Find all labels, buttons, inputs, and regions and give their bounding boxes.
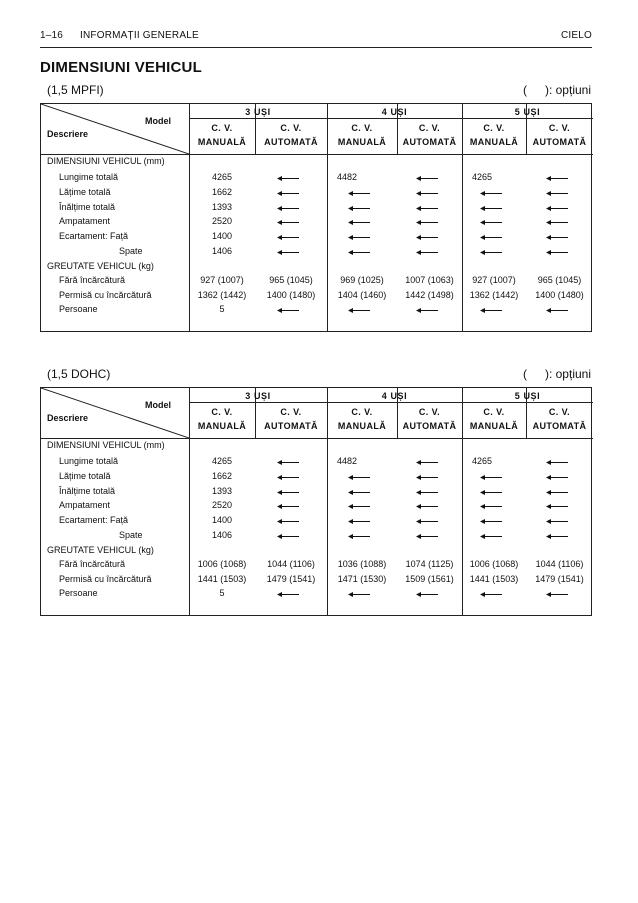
same-as-left-arrow-icon xyxy=(416,306,438,315)
same-as-left-arrow-icon xyxy=(348,590,370,599)
same-as-left-arrow-icon xyxy=(416,517,438,526)
description-label: Descriere xyxy=(47,129,89,139)
door-group-header: 4 UȘI xyxy=(381,391,408,401)
subheader-top: C. V. xyxy=(351,407,373,417)
model-name: CIELO xyxy=(560,30,592,41)
row-label-dim-heading: DIMENSIUNI VEHICUL (mm) xyxy=(47,156,165,166)
same-as-left-arrow-icon xyxy=(277,306,299,315)
value-cell: 927 (1007) xyxy=(200,275,244,285)
same-as-left-arrow-icon xyxy=(546,517,568,526)
value-cell: 1406 xyxy=(211,530,233,540)
subheader-automatic xyxy=(526,405,593,433)
row-label-length: Lungime totală xyxy=(59,456,119,466)
value-cell: 1479 (1541) xyxy=(535,574,584,584)
subheader-type: AUTOMATĂ xyxy=(402,421,457,431)
page-number: 1–16 xyxy=(40,30,64,41)
subheader-manual xyxy=(189,121,255,149)
same-as-left-arrow-icon xyxy=(416,532,438,541)
subheader-top: C. V. xyxy=(548,123,571,133)
same-as-left-arrow-icon xyxy=(546,502,568,511)
subheader-type: MANUALĂ xyxy=(337,421,387,431)
same-as-left-arrow-icon xyxy=(416,488,438,497)
row-label-wheelbase: Ampatament xyxy=(59,500,111,510)
options-paren: ( xyxy=(522,367,527,381)
value-cell: 1441 (1503) xyxy=(469,574,519,584)
row-label-track: Ecartament: Față xyxy=(59,515,129,525)
same-as-left-arrow-icon xyxy=(546,532,568,541)
same-as-left-arrow-icon xyxy=(546,590,568,599)
row-label-unladen: Fără încărcătură xyxy=(59,559,126,569)
value-cell: 4482 xyxy=(337,456,358,466)
same-as-left-arrow-icon xyxy=(277,532,299,541)
same-as-left-arrow-icon xyxy=(546,488,568,497)
header-rule xyxy=(41,154,593,155)
same-as-left-arrow-icon xyxy=(480,218,502,227)
same-as-left-arrow-icon xyxy=(546,204,568,213)
value-cell: 1662 xyxy=(211,471,233,481)
value-cell: 1400 xyxy=(211,231,233,241)
value-cell: 927 (1007) xyxy=(472,275,516,285)
same-as-left-arrow-icon xyxy=(277,458,299,467)
options-paren: ( xyxy=(522,83,527,97)
door-group-header: 3 UȘI xyxy=(245,107,271,117)
value-cell: 1393 xyxy=(211,202,233,212)
subheader-automatic xyxy=(397,405,462,433)
same-as-left-arrow-icon xyxy=(546,233,568,242)
same-as-left-arrow-icon xyxy=(546,473,568,482)
row-label-track: Ecartament: Față xyxy=(59,231,129,241)
same-as-left-arrow-icon xyxy=(546,189,568,198)
subheader-type: AUTOMATĂ xyxy=(264,137,318,147)
value-cell: 1006 (1068) xyxy=(469,559,519,569)
dimension-table-dohc xyxy=(40,387,592,616)
row-label-dim-heading: DIMENSIUNI VEHICUL (mm) xyxy=(47,440,165,450)
row-label-laden: Permisă cu încărcătură xyxy=(59,290,152,300)
value-cell: 1074 (1125) xyxy=(405,559,454,569)
same-as-left-arrow-icon xyxy=(480,189,502,198)
row-label-weight-heading: GREUTATE VEHICUL (kg) xyxy=(47,545,154,555)
subheader-automatic xyxy=(526,121,593,149)
subheader-top: C. V. xyxy=(280,123,302,133)
same-as-left-arrow-icon xyxy=(277,473,299,482)
subheader-top: C. V. xyxy=(483,407,505,417)
same-as-left-arrow-icon xyxy=(348,532,370,541)
subheader-manual xyxy=(327,405,397,433)
subheader-manual xyxy=(327,121,397,149)
same-as-left-arrow-icon xyxy=(480,532,502,541)
subheader-type: AUTOMATĂ xyxy=(402,137,457,147)
same-as-left-arrow-icon xyxy=(348,189,370,198)
value-cell: 1007 (1063) xyxy=(405,275,454,285)
value-cell: 1044 (1106) xyxy=(535,559,584,569)
subheader-top: C. V. xyxy=(548,407,571,417)
door-group-header: 4 UȘI xyxy=(381,107,408,117)
value-cell: 1006 (1068) xyxy=(197,559,247,569)
row-label-width: Lățime totală xyxy=(59,471,111,481)
same-as-left-arrow-icon xyxy=(546,174,568,183)
row-label-persons: Persoane xyxy=(59,304,98,314)
same-as-left-arrow-icon xyxy=(348,473,370,482)
value-cell: 1393 xyxy=(211,486,233,496)
subheader-automatic xyxy=(255,121,327,149)
subheader-top: C. V. xyxy=(280,407,302,417)
value-cell: 4265 xyxy=(472,456,493,466)
subheader-automatic xyxy=(255,405,327,433)
same-as-left-arrow-icon xyxy=(277,189,299,198)
value-cell: 1479 (1541) xyxy=(266,574,316,584)
same-as-left-arrow-icon xyxy=(480,473,502,482)
row-label-persons: Persoane xyxy=(59,588,98,598)
same-as-left-arrow-icon xyxy=(416,218,438,227)
options-text: ): opțiuni xyxy=(544,367,591,381)
same-as-left-arrow-icon xyxy=(546,218,568,227)
same-as-left-arrow-icon xyxy=(416,458,438,467)
value-cell: 969 (1025) xyxy=(340,275,384,285)
value-cell: 1400 (1480) xyxy=(266,290,316,300)
value-cell: 1404 (1460) xyxy=(337,290,387,300)
subheader-top: C. V. xyxy=(418,407,441,417)
header-rule xyxy=(40,47,592,48)
same-as-left-arrow-icon xyxy=(416,204,438,213)
same-as-left-arrow-icon xyxy=(416,174,438,183)
same-as-left-arrow-icon xyxy=(416,473,438,482)
same-as-left-arrow-icon xyxy=(277,174,299,183)
subheader-type: MANUALĂ xyxy=(469,421,519,431)
value-cell: 5 xyxy=(219,304,225,314)
same-as-left-arrow-icon xyxy=(348,204,370,213)
value-cell: 1400 xyxy=(211,515,233,525)
same-as-left-arrow-icon xyxy=(348,488,370,497)
value-cell: 965 (1045) xyxy=(537,275,582,285)
value-cell: 1036 (1088) xyxy=(337,559,387,569)
value-cell: 5 xyxy=(219,588,225,598)
subheader-type: MANUALĂ xyxy=(197,137,247,147)
same-as-left-arrow-icon xyxy=(348,233,370,242)
subheader-top: C. V. xyxy=(418,123,441,133)
same-as-left-arrow-icon xyxy=(546,458,568,467)
subheader-top: C. V. xyxy=(211,123,233,133)
row-label-track-rear: Spate xyxy=(119,246,143,256)
same-as-left-arrow-icon xyxy=(416,590,438,599)
row-label-length: Lungime totală xyxy=(59,172,119,182)
model-label: Model xyxy=(145,116,171,126)
subheader-type: MANUALĂ xyxy=(197,421,247,431)
row-label-wheelbase: Ampatament xyxy=(59,216,111,226)
same-as-left-arrow-icon xyxy=(480,590,502,599)
door-group-header: 5 UȘI xyxy=(514,391,541,401)
same-as-left-arrow-icon xyxy=(546,306,568,315)
same-as-left-arrow-icon xyxy=(480,248,502,257)
same-as-left-arrow-icon xyxy=(416,233,438,242)
value-cell: 1471 (1530) xyxy=(337,574,387,584)
model-label: Model xyxy=(145,400,171,410)
value-cell: 4265 xyxy=(472,172,493,182)
same-as-left-arrow-icon xyxy=(480,306,502,315)
value-cell: 1509 (1561) xyxy=(405,574,454,584)
options-note-dohc xyxy=(523,367,591,381)
same-as-left-arrow-icon xyxy=(277,233,299,242)
dimension-table-mpfi xyxy=(40,103,592,332)
subheader-type: AUTOMATĂ xyxy=(264,421,318,431)
section-name: INFORMAȚII GENERALE xyxy=(80,30,199,41)
same-as-left-arrow-icon xyxy=(416,502,438,511)
subheader-automatic xyxy=(397,121,462,149)
options-note-mpfi xyxy=(523,83,591,97)
section-label-dohc: (1,5 DOHC) xyxy=(47,367,111,381)
section-label-mpfi: (1,5 MPFI) xyxy=(47,83,104,97)
same-as-left-arrow-icon xyxy=(348,248,370,257)
same-as-left-arrow-icon xyxy=(348,517,370,526)
subheader-manual xyxy=(462,121,526,149)
value-cell: 965 (1045) xyxy=(269,275,313,285)
description-label: Descriere xyxy=(47,413,89,423)
row-label-weight-heading: GREUTATE VEHICUL (kg) xyxy=(47,261,154,271)
same-as-left-arrow-icon xyxy=(277,502,299,511)
row-label-height: Înălțime totală xyxy=(59,202,116,212)
header-rule xyxy=(41,438,593,439)
same-as-left-arrow-icon xyxy=(416,248,438,257)
same-as-left-arrow-icon xyxy=(277,248,299,257)
same-as-left-arrow-icon xyxy=(277,517,299,526)
value-cell: 1441 (1503) xyxy=(197,574,247,584)
value-cell: 2520 xyxy=(211,216,233,226)
page-header-left xyxy=(40,30,199,41)
value-cell: 4265 xyxy=(211,456,233,466)
same-as-left-arrow-icon xyxy=(277,488,299,497)
value-cell: 1044 (1106) xyxy=(267,559,315,569)
value-cell: 4265 xyxy=(211,172,233,182)
options-text: ): opțiuni xyxy=(544,83,591,97)
same-as-left-arrow-icon xyxy=(480,517,502,526)
value-cell: 1400 (1480) xyxy=(535,290,584,300)
same-as-left-arrow-icon xyxy=(480,488,502,497)
value-cell: 1442 (1498) xyxy=(405,290,454,300)
row-label-height: Înălțime totală xyxy=(59,486,116,496)
value-cell: 4482 xyxy=(337,172,358,182)
row-label-unladen: Fără încărcătură xyxy=(59,275,126,285)
subheader-top: C. V. xyxy=(351,123,373,133)
row-label-track-rear: Spate xyxy=(119,530,143,540)
value-cell: 1662 xyxy=(211,187,233,197)
same-as-left-arrow-icon xyxy=(348,306,370,315)
value-cell: 1406 xyxy=(211,246,233,256)
same-as-left-arrow-icon xyxy=(480,502,502,511)
value-cell: 1362 (1442) xyxy=(469,290,519,300)
subheader-top: C. V. xyxy=(483,123,505,133)
value-cell: 2520 xyxy=(211,500,233,510)
subheader-manual xyxy=(189,405,255,433)
subheader-manual xyxy=(462,405,526,433)
same-as-left-arrow-icon xyxy=(480,204,502,213)
same-as-left-arrow-icon xyxy=(348,218,370,227)
group-header-rule xyxy=(189,402,593,403)
subheader-type: MANUALĂ xyxy=(469,137,519,147)
same-as-left-arrow-icon xyxy=(480,233,502,242)
same-as-left-arrow-icon xyxy=(277,218,299,227)
group-header-rule xyxy=(189,118,593,119)
door-group-header: 3 UȘI xyxy=(245,391,271,401)
same-as-left-arrow-icon xyxy=(277,590,299,599)
subheader-type: AUTOMATĂ xyxy=(532,137,587,147)
row-label-laden: Permisă cu încărcătură xyxy=(59,574,152,584)
row-label-width: Lățime totală xyxy=(59,187,111,197)
subheader-type: AUTOMATĂ xyxy=(532,421,587,431)
same-as-left-arrow-icon xyxy=(416,189,438,198)
same-as-left-arrow-icon xyxy=(277,204,299,213)
page-title: DIMENSIUNI VEHICUL xyxy=(40,59,202,76)
value-cell: 1362 (1442) xyxy=(197,290,247,300)
same-as-left-arrow-icon xyxy=(348,502,370,511)
same-as-left-arrow-icon xyxy=(546,248,568,257)
subheader-type: MANUALĂ xyxy=(337,137,387,147)
door-group-header: 5 UȘI xyxy=(514,107,541,117)
subheader-top: C. V. xyxy=(211,407,233,417)
